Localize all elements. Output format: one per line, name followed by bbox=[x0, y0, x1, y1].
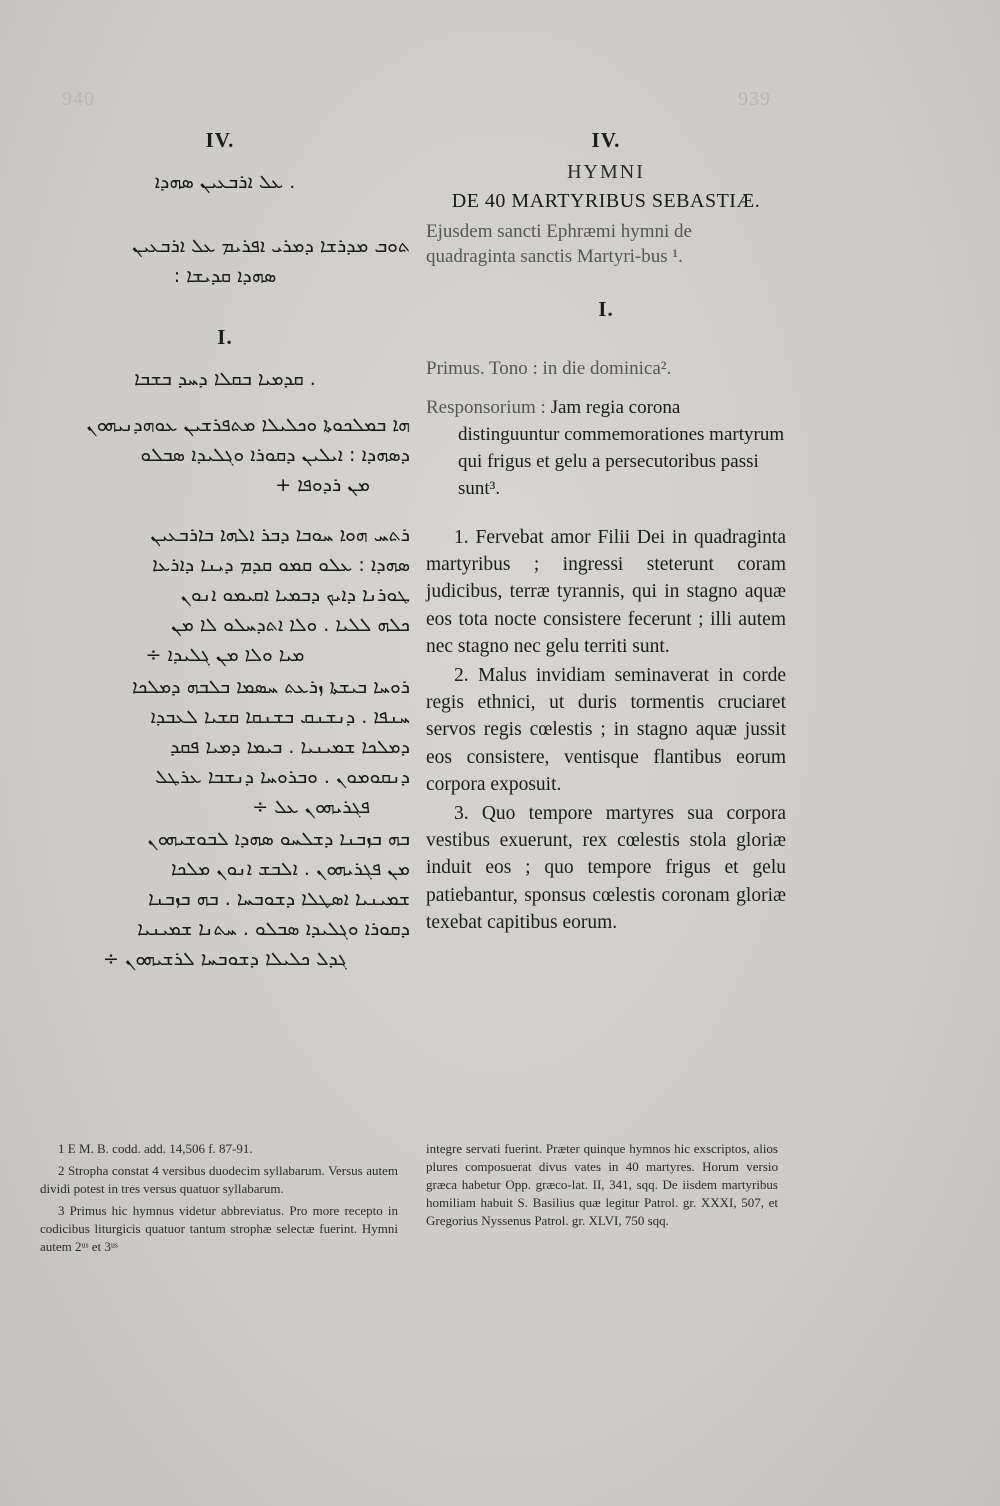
title-main: DE 40 MARTYRIBUS SEBASTIÆ. bbox=[451, 190, 761, 212]
latin-body bbox=[426, 524, 786, 936]
right-heading: IV. bbox=[591, 128, 621, 152]
syriac-line: ܕܢܩܘܡܘܢ . ܘܒܪܘܚܐ ܕܢܫܒܐ ܥܪܛܠ bbox=[155, 766, 410, 788]
title-hymni: HYMNI bbox=[567, 161, 645, 183]
subtitle: Ejusdem sancti Ephræmi hymni de quadraginta sanctis Martyri-bus ¹. bbox=[426, 221, 692, 267]
syriac-line: ܬܘܒ ܡܕܪܫܐ ܕܡܪܝ ܐܦܪܝܡ ܥܠ ܐܪܒܥܝܢ bbox=[132, 235, 410, 257]
syriac-line: ܕܣܗܕܐ : ܐܝܠܝܢ ܕܩܘܪܐ ܘܓܠܝܕܐ ܣܒܠܘ bbox=[140, 444, 410, 466]
footnote-1: 1 E M. B. codd. add. 14,506 f. 87-91. bbox=[58, 1141, 253, 1156]
syriac-line: ܪܘܚܐ ܒܝܫܬܐ ܙܪܥܬ ܚܣܡܐ ܒܠܒܗ ܕܡܠܟܐ bbox=[132, 676, 410, 698]
syriac-line: ܦܓܪܝܗܘܢ ܥܠ ÷ bbox=[252, 796, 370, 818]
footnotes-right bbox=[426, 1140, 778, 1234]
syriac-intro bbox=[40, 231, 410, 291]
syriac-line: ܪܬܚ ܗܘܐ ܚܘܒܐ ܕܒܪ ܐܠܗܐ ܒܐܪܒܥܝܢ bbox=[150, 524, 410, 546]
syriac-line: ܡܢ ܦܓܪܝܗܘܢ . ܐܠܒܫ ܐܢܘܢ ܡܠܟܐ bbox=[170, 858, 410, 880]
syriac-line: ܓܕܠ ܟܠܝܠܐ ܕܫܘܒܚܐ ܠܪܫܝܗܘܢ ÷ bbox=[102, 948, 347, 970]
syriac-line: ܡܢ ܪܕܘܦܐ + bbox=[275, 474, 370, 496]
syriac-line: ܣܗܕܐ ܩܕܝܫܐ : bbox=[173, 265, 277, 287]
syriac-stanza-1 bbox=[40, 520, 410, 670]
syriac-line: ܕܡܠܟܐ ܫܡܝܢܝܐ . ܒܝܡܐ ܕܡܝܐ ܦܩܕ bbox=[170, 736, 410, 758]
right-column bbox=[426, 128, 786, 936]
syriac-responsorium bbox=[40, 410, 410, 500]
primus-tono: Primus. Tono : in die dominica². bbox=[426, 358, 672, 379]
syriac-stanza-3 bbox=[40, 824, 410, 974]
footnotes-left bbox=[40, 1140, 398, 1260]
footnote-2: 2 Stropha constat 4 versibus duodecim syllabarum. Versus autem dividi potest in tres versus quatuor syllabarum. bbox=[40, 1163, 398, 1196]
syriac-stanza-2 bbox=[40, 672, 410, 822]
footnote-3-continued: integre servati fuerint. Præter quinque hymnos hic exscriptos, alios plures composuerat divus vates in 40 martyres. Horum versio græca habetur Opp. græco-lat. II, 341, sqq. De iisdem martyribus homiliam habuit S. Basilius quæ legitur Patrol. gr. XXXI, 507, et Gregorius Nyssenus Patrol. gr. XLVI, 750 sqq. bbox=[426, 1141, 778, 1228]
right-section-number: I. bbox=[598, 297, 614, 321]
ghost-page-number-right: 939 bbox=[738, 88, 771, 110]
ghost-page-number-left: 940 bbox=[62, 88, 95, 110]
syriac-line: ܒܗ ܒܙܒܢܐ ܕܫܠܚܘ ܣܗܕܐ ܠܒܘܫܝܗܘܢ bbox=[147, 828, 410, 850]
syriac-line: ܚܢܦܐ . ܕܢܫܢܩ ܒܫܢܩܐ ܩܫܝܐ ܠܥܒܕܐ bbox=[150, 706, 410, 728]
stanza-2-text: 2. Malus invidiam seminaverat in corde regis ethnici, ut duris tormentis cruciaret servos regis cœlestis ; in stagno aquæ jussit eos consistere, ventisque flantibus eorum corpora exposuit. bbox=[426, 665, 786, 795]
syriac-line: ܡܝܐ ܘܠܐ ܡܢ ܓܠܝܕܐ ÷ bbox=[145, 644, 305, 666]
syriac-tone-line: . ܩܕܡܝܐ ܒܩܠܐ ܕܚܕ ܒܫܒܐ bbox=[134, 368, 316, 390]
syriac-title: . ܥܠ ܐܪܒܥܝܢ ܣܗܕܐ bbox=[154, 171, 296, 193]
syriac-line: ܟܠܗ ܠܠܝܐ . ܘܠܐ ܐܬܕܚܠܘ ܠܐ ܡܢ bbox=[171, 614, 410, 636]
responsorium bbox=[426, 394, 786, 502]
syriac-line: ܗܐ ܒܡܠܟܘܬܐ ܘܟܠܝܠܐ ܡܬܦܪܫܝܢ ܥܘܗܕܢܝܗܘܢ bbox=[86, 414, 410, 436]
left-heading: IV. bbox=[205, 128, 235, 152]
footnote-3: 3 Primus hic hymnus videtur abbreviatus. Pro more recepto in codicibus liturgicis quatuor tantum strophæ selectæ fuerint. Hymni autem 2ᵘˢ et 3ᵘˢ bbox=[40, 1203, 398, 1254]
syriac-line: ܣܗܕܐ : ܥܠܘ ܩܡܘ ܩܕܡ ܕܝܢܐ ܕܐܪܥܐ bbox=[152, 554, 410, 576]
syriac-line: ܕܩܘܪܐ ܘܓܠܝܕܐ ܣܒܠܘ . ܚܬܢܐ ܫܡܝܢܝܐ bbox=[137, 918, 410, 940]
stanza-1-text: 1. Fervebat amor Filii Dei in quadraginta martyribus ; ingressi steterunt coram judicibus, terræ tyrannis, qui in stagno aquæ eos tota nocte consistere fecerunt ; illi autem nec stagno nec gelu territi sunt. bbox=[426, 527, 786, 657]
responsorium-label: Responsorium : bbox=[426, 397, 551, 418]
left-column bbox=[40, 128, 410, 974]
left-section-number: I. bbox=[217, 325, 233, 349]
syriac-line: ܫܡܝܢܝܐ ܐܣܛܠܐ ܕܫܘܒܚܐ . ܒܗ ܒܙܒܢܐ bbox=[148, 888, 410, 910]
responsorium-text: Jam regia corona distinguuntur commemorationes martyrum qui frigus et gelu a persecutoribus passi sunt³. bbox=[458, 397, 785, 499]
stanza-3-text: 3. Quo tempore martyres sua corpora vestibus exuerunt, rex cœlestis stola gloriæ induit eos ; quo tempore frigus et gelu patiebantur, sponsus cœlestis coronam gloriæ texebat capitibus eorum. bbox=[426, 803, 786, 933]
syriac-line: ܛܘܪܢܐ ܕܐܝܟ ܕܒܡܝܐ ܐܩܝܡܘ ܐܢܘܢ bbox=[180, 584, 410, 606]
